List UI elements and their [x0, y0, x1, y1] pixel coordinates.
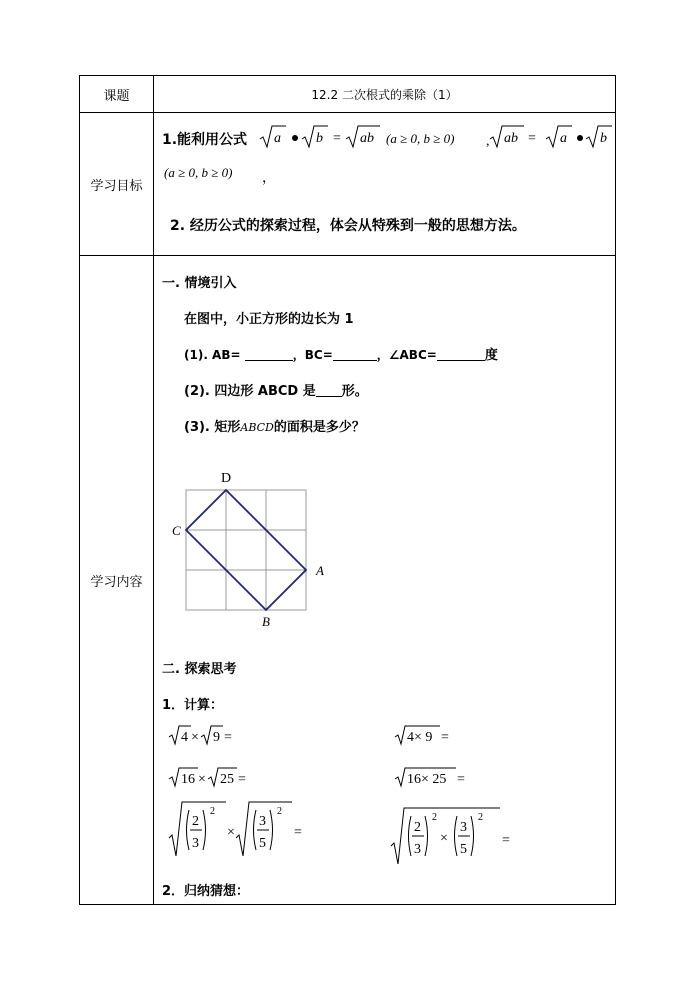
q1-ab-blank	[245, 347, 293, 361]
section1-title: 一. 情境引入	[162, 276, 237, 291]
expr2-radicand-25: 25	[220, 772, 234, 787]
svg-text:,: ,	[486, 134, 490, 149]
expr-sqrt-4x9	[394, 722, 474, 748]
vertex-b: B	[262, 614, 270, 629]
vertex-a: A	[316, 563, 324, 578]
expr3-exp-a: 2	[210, 806, 215, 817]
expr3r-num-3: 3	[460, 820, 467, 835]
expr3-den-3: 3	[192, 836, 199, 851]
q2-blank	[316, 383, 342, 397]
q1-bc-blank	[333, 347, 377, 361]
expr-sqrt-combined-fraction	[390, 806, 520, 868]
expr3r-den-5: 5	[460, 842, 467, 857]
q3-label: (3). 矩形	[184, 420, 241, 435]
q3-suffix: 的面积是多少？	[273, 420, 365, 435]
calc-title: 1．计算：	[162, 698, 224, 713]
section2-title: 二. 探索思考	[162, 662, 237, 677]
q2-label: (2). 四边形 ABCD 是	[184, 384, 316, 399]
question-1	[184, 344, 498, 363]
condition2: (a ≥ 0, b ≥ 0)	[164, 165, 233, 180]
expr3r-exp-a: 2	[432, 812, 437, 823]
grid-figure	[168, 462, 338, 630]
vertex-c: C	[172, 523, 181, 538]
goals-cell	[154, 113, 616, 256]
expr3r-num-2: 2	[414, 820, 421, 835]
expr3r-exp-b: 2	[478, 812, 483, 823]
expr1-radicand-9: 9	[213, 730, 220, 745]
svg-text:=: =	[333, 131, 341, 146]
topic-label: 课题	[80, 76, 154, 113]
svg-text:=: =	[528, 131, 536, 146]
goal2-text: 2. 经历公式的探索过程，体会从特殊到一般的思想方法。	[170, 218, 526, 234]
expr-sqrt16-times-sqrt25	[168, 764, 268, 790]
expr3-den-5: 5	[259, 836, 266, 851]
question-3	[184, 416, 365, 435]
expr2-equals: =	[238, 772, 246, 787]
expr-sqrt4-times-sqrt9	[168, 722, 248, 748]
q1-angle-label: ，∠ABC=	[376, 348, 437, 362]
q2-suffix: 形。	[341, 384, 368, 399]
expr3-num-3: 3	[259, 814, 266, 829]
formula2-ab: ab	[504, 131, 518, 146]
lesson-table	[79, 75, 616, 905]
expr3-num-2: 2	[192, 814, 199, 829]
expr2-times: ×	[198, 772, 206, 787]
formula2-b: b	[600, 131, 607, 146]
expr-sqrt-16x25	[394, 764, 494, 790]
goals-row	[80, 113, 616, 256]
q1-ab-label: (1). AB=	[184, 348, 241, 362]
expr3r-equals: =	[502, 833, 510, 848]
expr1-times: ×	[191, 730, 199, 745]
expr1-radicand-4: 4	[181, 730, 188, 745]
expr-sqrt-fraction-product	[168, 800, 308, 862]
vertex-d: D	[220, 471, 232, 486]
expr3-times: ×	[227, 825, 235, 840]
expr3r-times: ×	[440, 831, 448, 846]
question-2	[184, 380, 368, 399]
formula-product-rule	[258, 121, 558, 151]
quadrilateral-abcd	[186, 490, 306, 610]
formula1-ab: ab	[360, 131, 374, 146]
section2-part2-title: 2．归纳猜想：	[162, 884, 250, 899]
q1-bc-label: ，BC=	[292, 348, 333, 362]
expr3-equals: =	[294, 825, 302, 840]
formula1-b: b	[316, 131, 323, 146]
content-label: 学习内容	[80, 256, 154, 905]
formula2-a: a	[560, 131, 567, 146]
expr3-exp-b: 2	[277, 806, 282, 817]
q1-degree-unit: 度	[484, 348, 498, 363]
intro-text: 在图中，小正方形的边长为 1	[184, 312, 354, 327]
formula-product-rule-reverse	[546, 121, 616, 151]
q3-rect-name: ABCD	[240, 421, 274, 434]
goal1-prefix: 1.能利用公式	[162, 132, 248, 148]
title-row	[80, 76, 616, 113]
goals-label: 学习目标	[80, 113, 154, 256]
formula1-a: a	[274, 131, 281, 146]
expr1r-equals: =	[441, 730, 449, 745]
content-row	[80, 256, 616, 905]
expr3r-den-3: 3	[414, 842, 421, 857]
condition1: (a ≥ 0, b ≥ 0)	[386, 131, 455, 146]
content-cell	[154, 256, 616, 905]
expr1-equals: =	[224, 730, 232, 745]
goal1-comma: ，	[262, 170, 276, 186]
expr2r-equals: =	[457, 772, 465, 787]
lesson-title: 12.2 二次根式的乘除（1）	[154, 76, 616, 113]
expr2-radicand-16: 16	[181, 772, 195, 787]
q1-angle-blank	[437, 347, 485, 361]
expr1r-radicand: 4× 9	[407, 730, 433, 745]
expr2r-radicand: 16× 25	[407, 772, 447, 787]
